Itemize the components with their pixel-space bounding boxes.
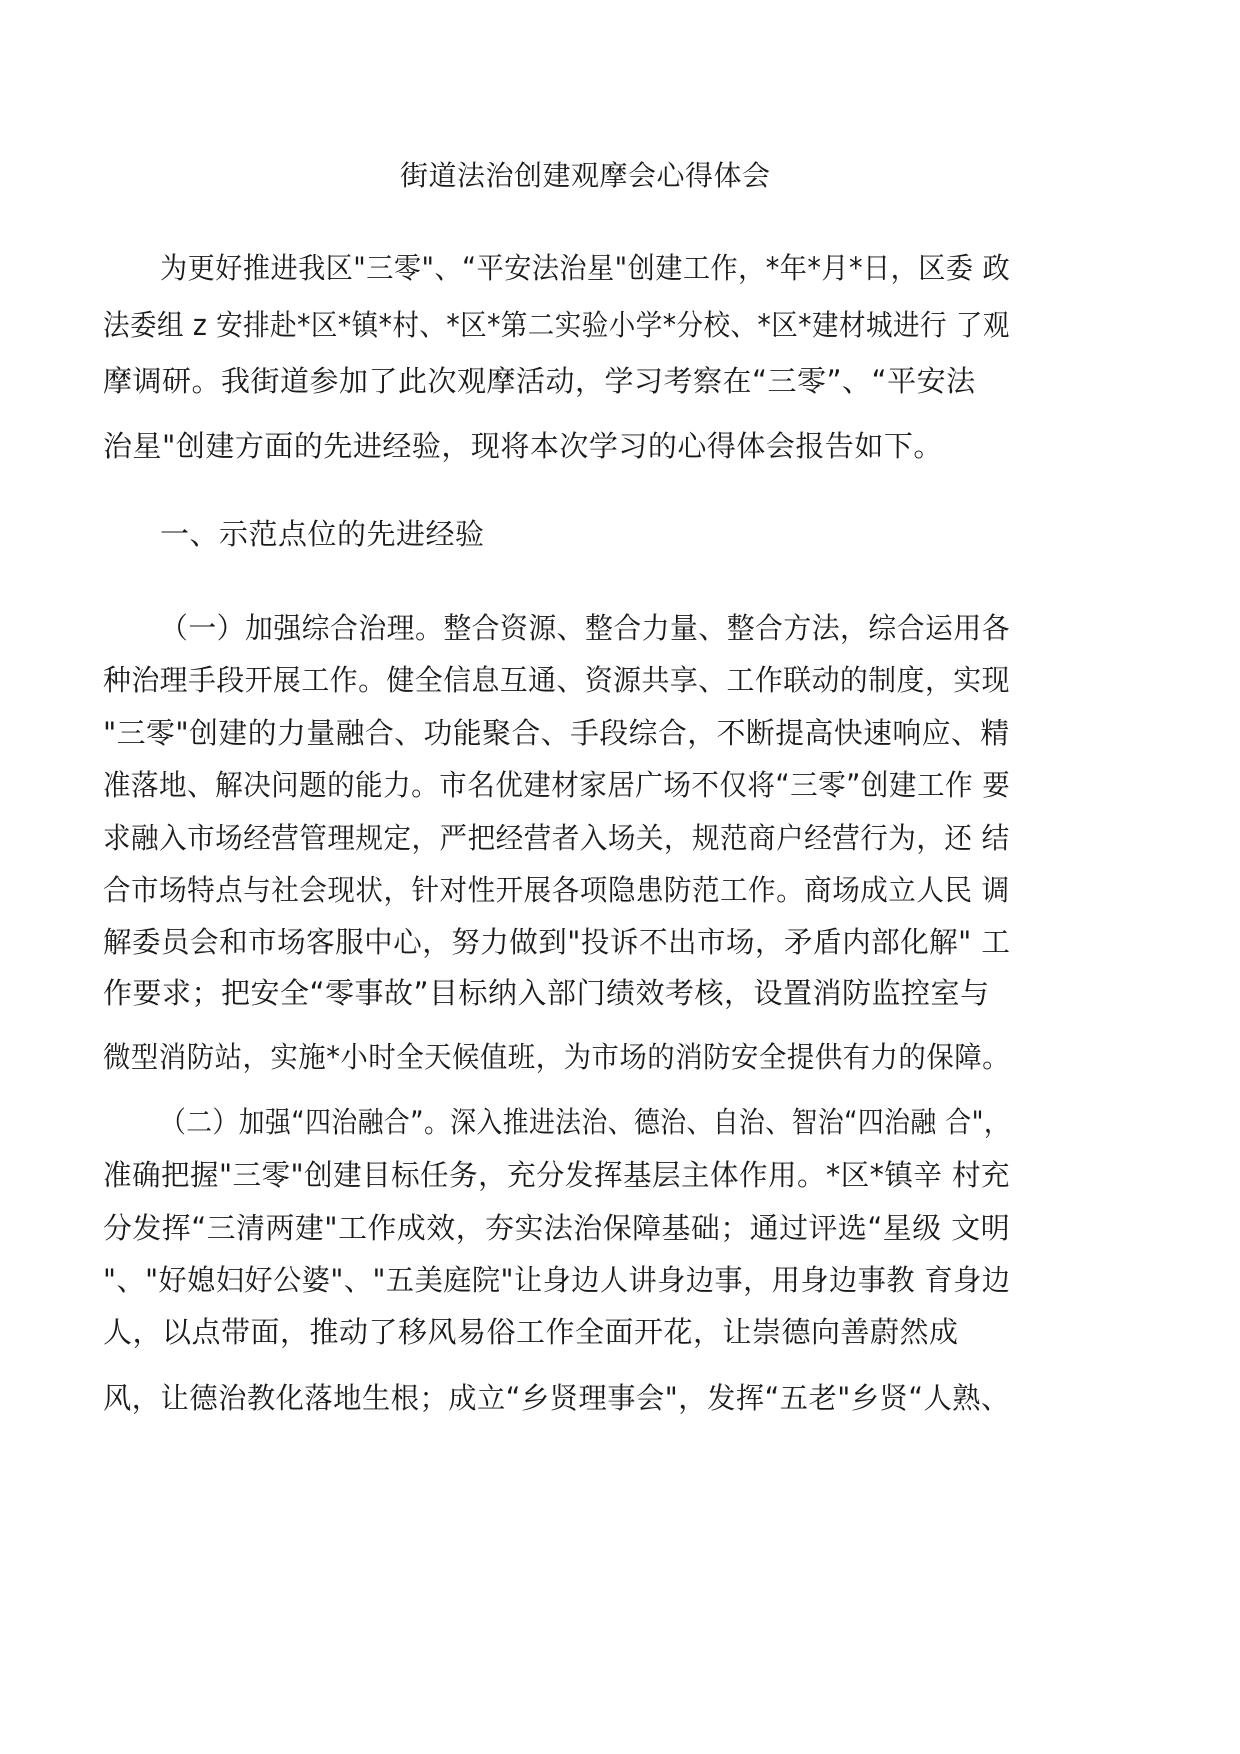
paragraph-line: 种治理手段开展工作。健全信息互通、资源共享、工作联动的制度，实现 — [103, 663, 1011, 697]
paragraph-line: 准落地、解决问题的能力。市名优建材家居广场不仅将“三零”创建工作 要 — [103, 768, 1011, 802]
paragraph-line: 解委员会和市场客服中心，努力做到"投诉不出市场，矛盾内部化解" 工 — [103, 925, 1011, 959]
paragraph-line: 合市场特点与社会现状，针对性开展各项隐患防范工作。商场成立人民 调 — [103, 873, 1010, 907]
intro-line: 摩调研。我街道参加了此次观摩活动，学习考察在“三零”、“平安法 — [103, 364, 976, 398]
intro-line: 法委组 z 安排赴*区*镇*村、*区*第二实验小学*分校、*区*建材城进行 了观 — [103, 308, 1010, 342]
paragraph-line: （一）加强综合治理。整合资源、整合力量、整合方法，综合运用各 — [160, 611, 1011, 645]
intro-line: 治星"创建方面的先进经验，现将本次学习的心得体会报告如下。 — [103, 429, 943, 463]
paragraph-line: 求融入市场经营管理规定，严把经营者入场关，规范商户经营行为，还 结 — [103, 821, 1010, 855]
section-heading: 一、示范点位的先进经验 — [160, 517, 485, 551]
paragraph-line: 微型消防站，实施*小时全天候值班，为市场的消防安全提供有力的保障。 — [103, 1040, 1011, 1074]
paragraph-line: 准确把握"三零"创建目标任务，充分发挥基层主体作用。*区*镇辛 村充 — [103, 1158, 1010, 1192]
paragraph-line: 分发挥“三清两建"工作成效，夯实法治保障基础；通过评选“星级 文明 — [103, 1211, 1011, 1245]
paragraph-line: 风，让德治教化落地生根；成立“乡贤理事会"，发挥“五老"乡贤“人熟、 — [103, 1381, 1010, 1415]
paragraph-line: "、"好媳妇好公婆"、"五美庭院"让身边人讲身边事，用身边事教 育身边 — [103, 1263, 1011, 1297]
paragraph-line: 作要求；把安全“零事故”目标纳入部门绩效考核，设置消防监控室与 — [103, 976, 990, 1010]
paragraph-line: "三零"创建的力量融合、功能聚合、手段综合，不断提高快速响应、精 — [103, 716, 1010, 750]
document-title: 街道法治创建观摩会心得体会 — [400, 159, 771, 192]
paragraph-line: （二）加强“四治融合”。深入推进法治、德治、自治、智治“四治融 合"， — [160, 1105, 1011, 1139]
paragraph-line: 人，以点带面，推动了移风易俗工作全面开花，让崇德向善蔚然成 — [103, 1315, 959, 1349]
intro-line: 为更好推进我区"三零"、“平安法治星"创建工作，*年*月*日，区委 政 — [160, 251, 1011, 285]
